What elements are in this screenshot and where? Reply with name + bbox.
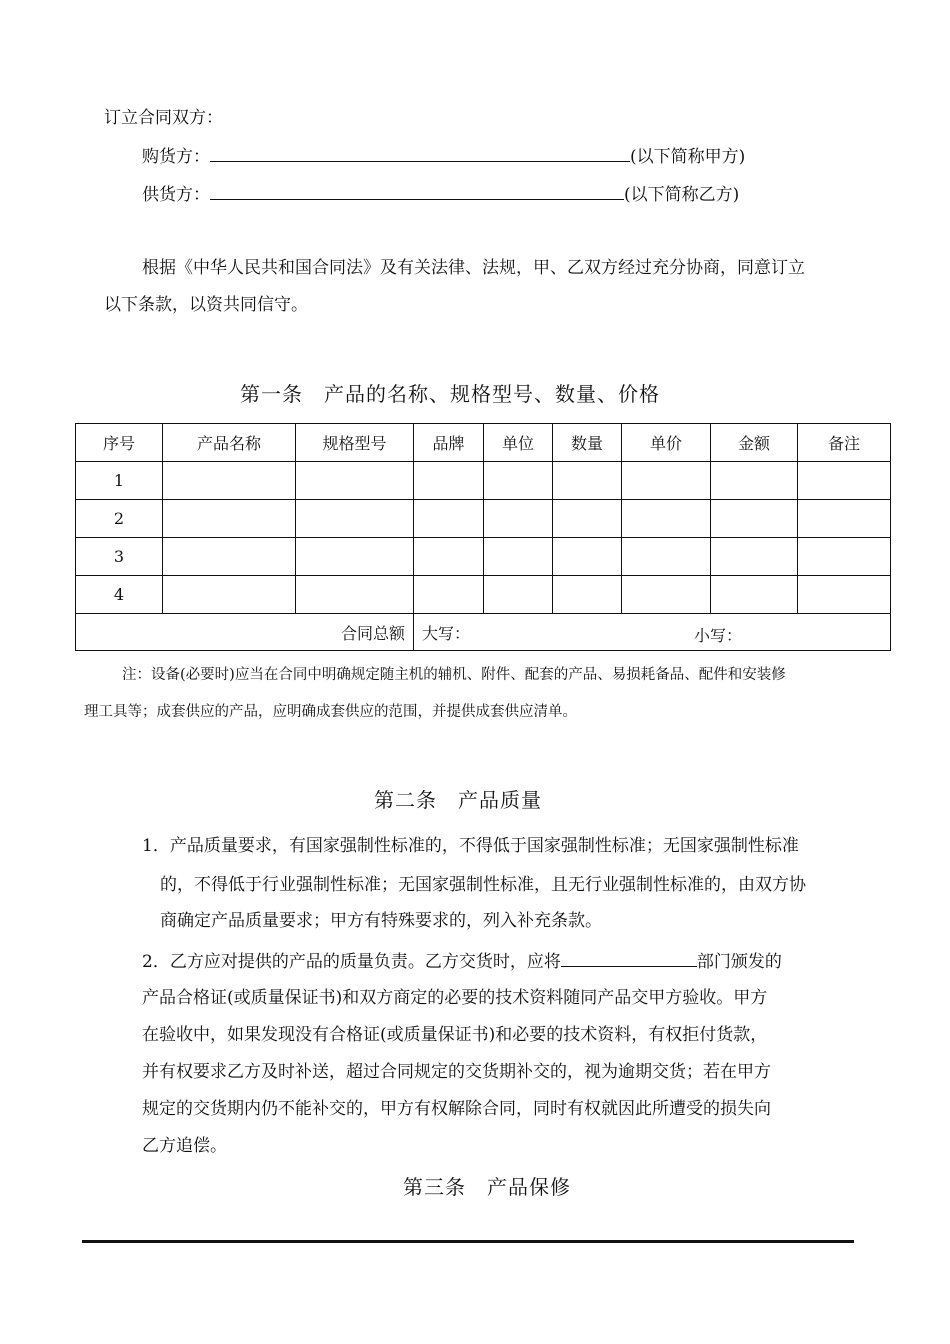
table-cell[interactable] bbox=[484, 576, 553, 614]
article-2-title: 第二条 产品质量 bbox=[374, 788, 542, 812]
table-cell[interactable] bbox=[296, 500, 414, 538]
table-cell[interactable] bbox=[296, 462, 414, 500]
total-label: 合同总额 bbox=[76, 614, 414, 651]
table-cell[interactable] bbox=[553, 500, 622, 538]
table-cell[interactable] bbox=[622, 500, 711, 538]
quality-item-2-line-4: 并有权要求乙方及时补送，超过合同规定的交货期补交的，视为逾期交货；若在甲方 bbox=[142, 1062, 771, 1082]
buyer-suffix: (以下简称甲方) bbox=[630, 147, 746, 167]
quality-item-1-line-2: 的，不得低于行业强制性标准；无国家强制性标准，且无行业强制性标准的，由双方协 bbox=[160, 875, 806, 895]
table-cell[interactable] bbox=[296, 538, 414, 576]
header-amount: 金额 bbox=[711, 424, 798, 462]
table-cell[interactable] bbox=[414, 462, 484, 500]
table-cell[interactable] bbox=[163, 538, 296, 576]
table-cell[interactable] bbox=[484, 462, 553, 500]
row-seq: 4 bbox=[76, 576, 163, 614]
header-quantity: 数量 bbox=[553, 424, 622, 462]
preamble-line-2: 以下条款，以资共同信守。 bbox=[104, 295, 308, 315]
table-cell[interactable] bbox=[553, 538, 622, 576]
table-cell[interactable] bbox=[553, 576, 622, 614]
quality-item-2-line-3: 在验收中，如果发现没有合格证(或质量保证书)和必要的技术资料，有权拒付货款， bbox=[142, 1025, 768, 1045]
table-cell[interactable] bbox=[553, 462, 622, 500]
table-cell[interactable] bbox=[163, 576, 296, 614]
table-cell[interactable] bbox=[798, 538, 891, 576]
seller-suffix: (以下简称乙方) bbox=[624, 185, 740, 205]
table-cell[interactable] bbox=[711, 462, 798, 500]
seller-label: 供货方： bbox=[142, 185, 210, 205]
total-amount-cell[interactable] bbox=[414, 614, 891, 651]
seller-input-line[interactable] bbox=[210, 181, 624, 200]
header-unit-price: 单价 bbox=[622, 424, 711, 462]
buyer-row bbox=[142, 143, 745, 169]
table-header-row bbox=[76, 424, 891, 462]
row-seq: 1 bbox=[76, 462, 163, 500]
header-unit: 单位 bbox=[484, 424, 553, 462]
table-cell[interactable] bbox=[622, 538, 711, 576]
seller-row bbox=[142, 181, 739, 207]
quality-item-2-line-5: 规定的交货期内仍不能补交的，甲方有权解除合同，同时有权就因此所遭受的损失向 bbox=[142, 1099, 771, 1119]
table-cell[interactable] bbox=[414, 500, 484, 538]
table-cell[interactable] bbox=[622, 462, 711, 500]
table-cell[interactable] bbox=[798, 462, 891, 500]
quality-item-2-line-1 bbox=[142, 948, 782, 974]
table-cell[interactable] bbox=[711, 538, 798, 576]
total-row bbox=[76, 614, 891, 651]
table-cell[interactable] bbox=[711, 576, 798, 614]
buyer-label: 购货方： bbox=[142, 147, 210, 167]
article-1-title: 第一条 产品的名称、规格型号、数量、价格 bbox=[240, 382, 660, 406]
table-cell[interactable] bbox=[163, 462, 296, 500]
table-cell[interactable] bbox=[296, 576, 414, 614]
table-row bbox=[76, 500, 891, 538]
table-cell[interactable] bbox=[414, 538, 484, 576]
uppercase-label: 大写： bbox=[422, 623, 471, 643]
row-seq: 2 bbox=[76, 500, 163, 538]
row-seq: 3 bbox=[76, 538, 163, 576]
product-table bbox=[75, 423, 891, 651]
quality-item-2-text-b: 部门颁发的 bbox=[696, 952, 782, 972]
header-spec-model: 规格型号 bbox=[296, 424, 414, 462]
table-cell[interactable] bbox=[163, 500, 296, 538]
table-row bbox=[76, 576, 891, 614]
buyer-input-line[interactable] bbox=[210, 143, 630, 162]
table-cell[interactable] bbox=[798, 500, 891, 538]
header-remarks: 备注 bbox=[798, 424, 891, 462]
header-product-name: 产品名称 bbox=[163, 424, 296, 462]
note-line-2: 理工具等；成套供应的产品，应明确成套供应的范围，并提供成套供应清单。 bbox=[84, 704, 577, 720]
note-line-1: 注：设备(必要时)应当在合同中明确规定随主机的辅机、附件、配套的产品、易损耗备品、配件和安装修 bbox=[122, 667, 786, 683]
preamble-line-1: 根据《中华人民共和国合同法》及有关法律、法规，甲、乙双方经过充分协商，同意订立 bbox=[142, 258, 805, 278]
table-cell[interactable] bbox=[484, 538, 553, 576]
quality-item-1-line-3: 商确定产品质量要求；甲方有特殊要求的，列入补充条款。 bbox=[160, 911, 602, 931]
quality-item-1-line-1: 1．产品质量要求，有国家强制性标准的，不得低于国家强制性标准；无国家强制性标准 bbox=[142, 836, 799, 856]
lowercase-label: 小写： bbox=[694, 626, 743, 645]
header-seq: 序号 bbox=[76, 424, 163, 462]
bottom-divider bbox=[82, 1240, 854, 1243]
table-row bbox=[76, 462, 891, 500]
department-input-line[interactable] bbox=[561, 948, 697, 967]
table-cell[interactable] bbox=[484, 500, 553, 538]
table-cell[interactable] bbox=[711, 500, 798, 538]
quality-item-2-text-a: 2．乙方应对提供的产品的质量负责。乙方交货时，应将 bbox=[142, 952, 561, 972]
parties-intro: 订立合同双方： bbox=[104, 108, 223, 128]
header-brand: 品牌 bbox=[414, 424, 484, 462]
quality-item-2-line-2: 产品合格证(或质量保证书)和双方商定的必要的技术资料随同产品交甲方验收。甲方 bbox=[142, 988, 768, 1008]
table-cell[interactable] bbox=[798, 576, 891, 614]
table-row bbox=[76, 538, 891, 576]
table-cell[interactable] bbox=[414, 576, 484, 614]
table-cell[interactable] bbox=[622, 576, 711, 614]
quality-item-2-line-6: 乙方追偿。 bbox=[142, 1136, 227, 1156]
article-3-title: 第三条 产品保修 bbox=[403, 1175, 571, 1199]
